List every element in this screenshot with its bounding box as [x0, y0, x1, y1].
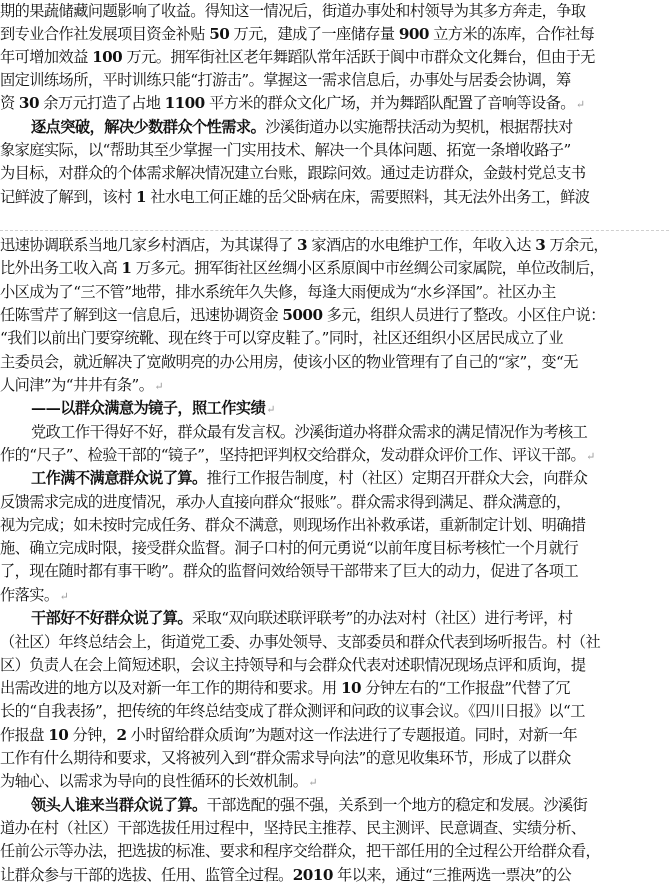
text-line: [0, 420, 669, 444]
text-line: [0, 303, 669, 327]
text-line: [0, 793, 669, 817]
text-run: 分钟左右的“工作报盘”代替了冗: [361, 679, 570, 697]
text-run: 区）负责人在会上简短述职，会议主持领导和与会群众代表对述职情况现场点评和质询，提: [0, 656, 586, 674]
text-run: 10: [340, 679, 361, 697]
text-line: [0, 630, 669, 654]
text-run: 道办在村（社区）干部选拔任用过程中，坚持民主推荐、民主测评、民意调查、实绩分析、: [0, 819, 586, 837]
text-line: [0, 68, 669, 92]
text-line: [0, 676, 669, 700]
text-run: 50: [209, 25, 230, 43]
text-run: 1: [136, 188, 147, 206]
text-run: 1: [121, 259, 132, 277]
text-line: [0, 396, 669, 420]
paragraph-mark-icon: ↵: [575, 98, 585, 111]
text-run: 到专业合作社发展项目资金补贴: [0, 25, 210, 43]
text-run: 万元。拥军街社区老年舞蹈队常年活跃于阆中市群众文化舞台，但由于无: [122, 48, 595, 66]
text-run: 年可增加效益: [0, 48, 93, 66]
text-run: 出需改进的地方以及对新一年工作的期待和要求。用: [0, 679, 341, 697]
text-run: 3: [535, 236, 546, 254]
text-line: [0, 536, 669, 560]
text-line: [0, 280, 669, 304]
text-run: 党政工作干得好不好，群众最有发言权。沙溪街道办将群众需求的满足情况作为考核工: [31, 423, 588, 441]
text-run: 为轴心、以需求为导向的良性循环的长效机制。: [0, 772, 308, 790]
text-line: [0, 373, 669, 397]
text-line: [0, 699, 669, 723]
text-run: 比外出务工收入高: [0, 259, 122, 277]
text-run: 任陈雪芹了解到这一信息后，迅速协调资金: [0, 306, 283, 324]
text-line: [0, 769, 669, 793]
text-run: 小时留给群众质询”为题对这一作法进行了专题报道。同时，对新一年: [126, 726, 578, 744]
text-line: [0, 583, 669, 607]
text-line: [0, 0, 669, 23]
text-run: （社区）年终总结会上，街道党工委、办事处领导、支部委员和群众代表到场听报告。村（社: [0, 633, 601, 651]
text-run: 迅速协调联系当地几家乡村酒店，为其谋得了: [0, 236, 298, 254]
text-run: 施、确立完成时限，接受群众监督。洞子口村的何元勇说“以前年度目标考核忙一个月就行: [0, 539, 579, 557]
text-run: 2010: [292, 866, 333, 884]
text-run: 作报盘: [0, 726, 49, 744]
text-line: [0, 863, 669, 887]
text-line: [0, 22, 669, 46]
text-run: 平方米的群众文化广场，并为舞蹈队配置了音响等设备。: [204, 94, 575, 112]
paragraph-mark-icon: ↵: [154, 380, 164, 393]
text-line: [0, 256, 669, 280]
text-line: [0, 490, 669, 514]
text-line: [0, 350, 669, 374]
text-line: [0, 45, 669, 69]
text-run: 10: [48, 726, 69, 744]
text-line: [0, 185, 669, 209]
text-run: 沙溪街道办以实施帮扶活动为契机，根据帮扶对: [265, 118, 573, 136]
text-run: 2: [116, 726, 127, 744]
text-run: 反馈需求完成的进度情况，承办人直接向群众“报账”。群众需求得到满足、群众满意的，: [0, 493, 571, 511]
text-run: 人问津”为“井井有条”。: [0, 376, 154, 394]
text-line: [0, 513, 669, 537]
text-line: [0, 606, 669, 630]
paragraph-mark-icon: ↵: [308, 776, 318, 789]
text-run: 多元，组织人员进行了整改。小区住户说：: [322, 306, 605, 324]
text-run: 工作满不满意群众说了算。: [31, 469, 207, 487]
text-run: 干部好不好群众说了算。: [31, 609, 193, 627]
text-run: 干部选配的强不强，关系到一个地方的稳定和发展。沙溪街: [206, 796, 588, 814]
text-run: “我们以前出门要穿统靴、现在终于可以穿皮鞋了。”同时，社区还组织小区居民成立了业: [0, 329, 564, 347]
text-run: 余万元打造了占地: [38, 94, 165, 112]
text-run: 万多元。拥军街社区丝绸小区系原阆中市丝绸公司家属院，单位改制后，: [131, 259, 605, 277]
text-line: [0, 233, 669, 257]
text-run: 作的“尺子”、检验干部的“镜子”，坚持把评判权交给群众，发动群众评价工作、评议干部。: [0, 446, 586, 464]
text-run: 了，现在随时都有事干哟”。群众的监督问效给领导干部带来了巨大的动力，促进了各项工: [0, 562, 579, 580]
text-run: 固定训练场所，平时训练只能“打游击”。掌握这一需求信息后，办事处与居委会协调，筹: [0, 71, 571, 89]
text-run: 30: [18, 94, 39, 112]
text-run: 资: [0, 94, 19, 112]
text-line: [0, 466, 669, 490]
text-run: 领头人谁来当群众说了算。: [31, 796, 207, 814]
text-run: 100: [92, 48, 123, 66]
text-run: 工作有什么期待和要求，又将被列入到“群众需求导向法”的意见收集环节，形成了以群众: [0, 749, 571, 767]
page-break: [0, 230, 669, 231]
text-line: [0, 115, 669, 139]
text-run: 年以来，通过“三推两选一票决”的公: [332, 866, 572, 884]
text-run: 让群众参与干部的选拔、任用、监管全过程。: [0, 866, 293, 884]
text-run: 社水电工何正雄的岳父卧病在床，需要照料，其无法外出务工，鲜波: [146, 188, 590, 206]
text-run: 作落实。: [0, 586, 59, 604]
text-run: 期的果蔬储藏问题影响了收益。得知这一情况后，街道办事处和村领导为其多方奔走，争取: [0, 2, 586, 20]
text-line: [0, 91, 669, 115]
text-line: [0, 559, 669, 583]
text-line: [0, 723, 669, 747]
text-run: 采取“双向联述联评联考”的办法对村（社区）进行考评，村: [192, 609, 573, 627]
text-run: 万元，建成了一座储存量: [229, 25, 399, 43]
text-run: 万余元，: [545, 236, 609, 254]
text-run: 逐点突破，解决少数群众个性需求。: [31, 118, 266, 136]
text-run: 记鲜波了解到，该村: [0, 188, 137, 206]
text-line: [0, 839, 669, 863]
text-run: 家酒店的水电维护工作，年收入达: [307, 236, 536, 254]
text-run: 小区成为了“三不管”地带，排水系统年久失修，每逢大雨便成为“水乡泽国”。社区办主: [0, 283, 556, 301]
text-line: [0, 653, 669, 677]
text-run: 为目标，对群众的个体需求解决情况建立台账，跟踪问效。通过走访群众，金鼓村党总支书: [0, 164, 586, 182]
text-run: 1100: [164, 94, 205, 112]
text-run: 主委员会，就近解决了宽敞明亮的办公用房，使该小区的物业管理有了自己的“家”，变“无: [0, 353, 578, 371]
text-run: 900: [398, 25, 429, 43]
paragraph-mark-icon: ↵: [266, 403, 275, 416]
text-run: 5000: [282, 306, 323, 324]
text-line: [0, 443, 669, 467]
text-run: 立方米的冻库，合作社每: [428, 25, 595, 43]
paragraph-mark-icon: ↵: [59, 590, 69, 603]
text-run: ——以群众满意为镜子，照工作实绩: [31, 399, 266, 417]
text-run: 视为完成；如未按时完成任务、群众不满意，则现场作出补救承诺，重新制定计划、明确措: [0, 516, 586, 534]
text-line: [0, 746, 669, 770]
text-line: [0, 816, 669, 840]
text-run: 长的“自我表扬”，把传统的年终总结变成了群众测评和问政的议事会议。《四川日报》以“工: [0, 702, 585, 720]
paragraph-mark-icon: ↵: [586, 450, 595, 463]
text-run: 推行工作报告制度，村（社区）定期召开群众大会，向群众: [206, 469, 588, 487]
text-line: [0, 138, 669, 162]
text-run: 象家庭实际，以“帮助其至少掌握一门实用技术、解决一个具体问题、拓宽一条增收路子”: [0, 141, 571, 159]
text-line: [0, 161, 669, 185]
text-run: 3: [297, 236, 308, 254]
text-run: 任前公示等办法，把选拔的标准、要求和程序交给群众，把干部任用的全过程公开给群众看，: [0, 842, 601, 860]
text-line: [0, 326, 669, 350]
text-run: 分钟，: [68, 726, 117, 744]
